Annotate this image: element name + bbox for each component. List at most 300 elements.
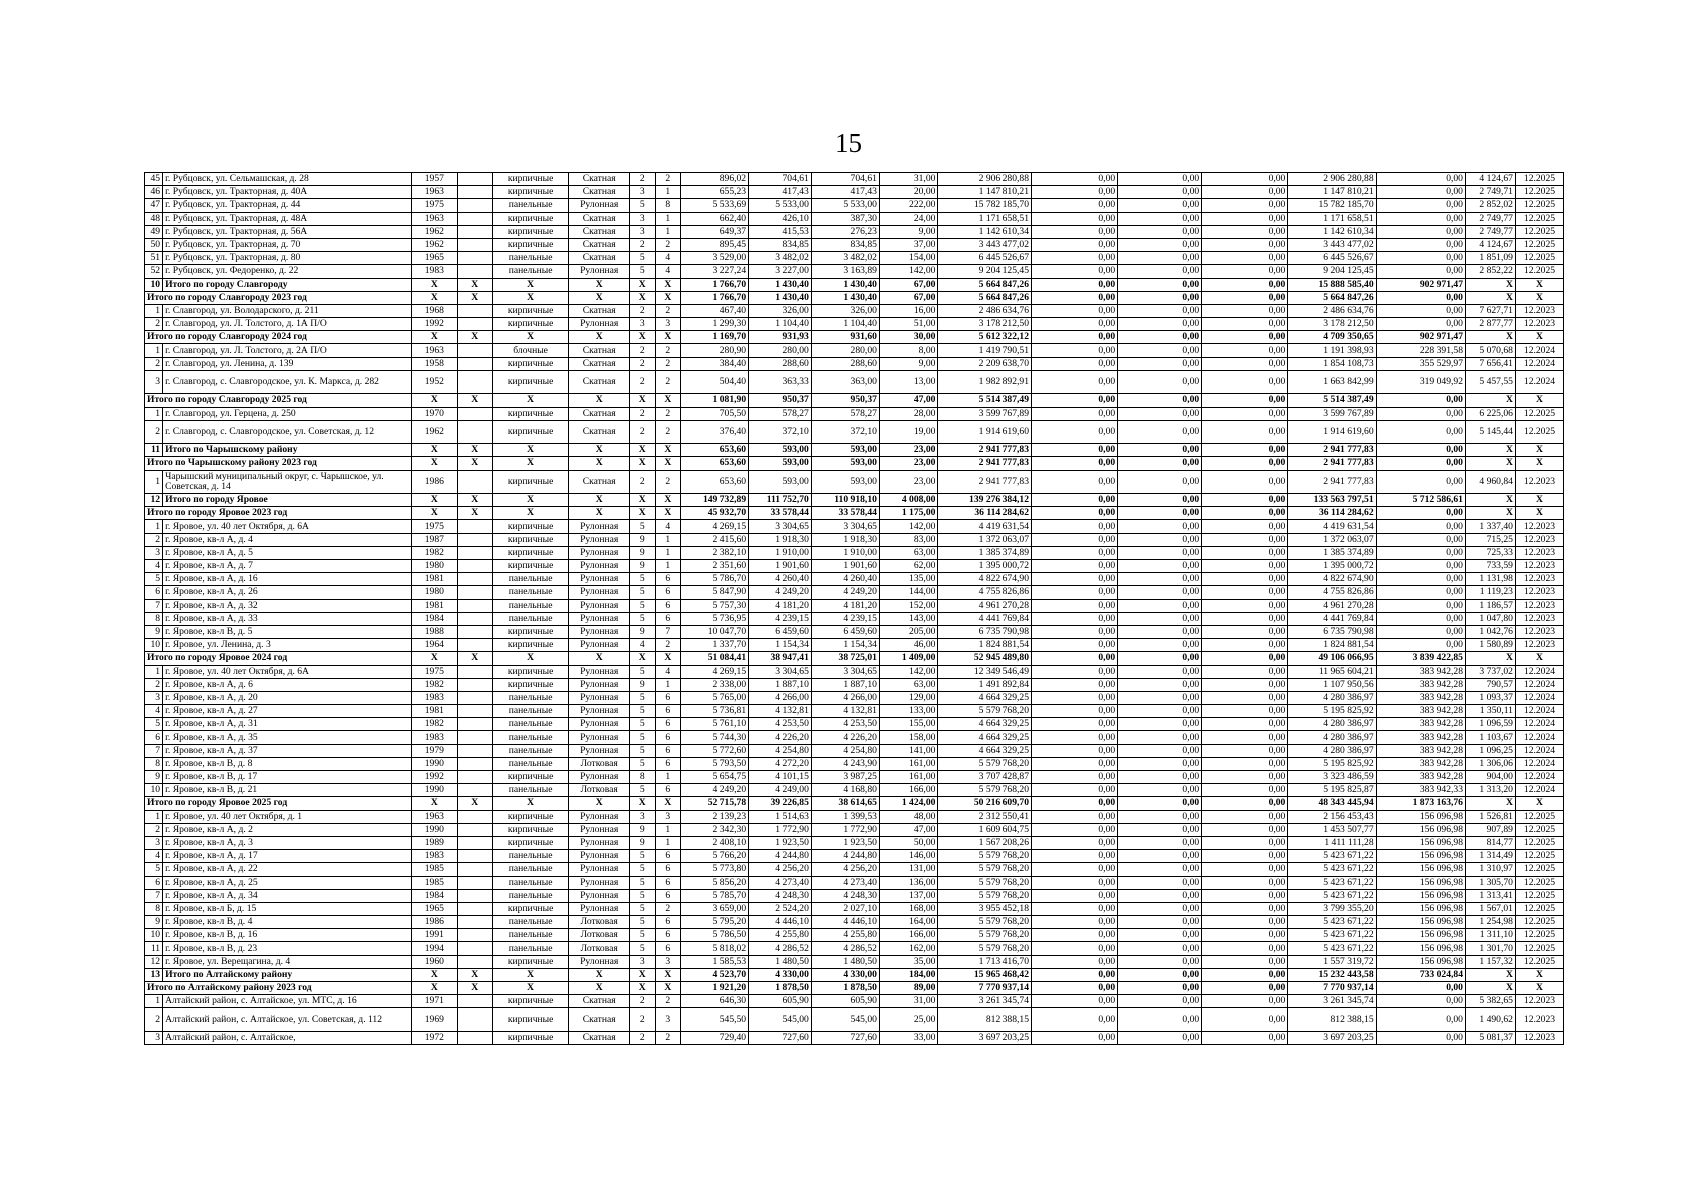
fund-funds-cell: 383 942,28 [1376,678,1465,691]
local-funds-cell: 0,00 [1202,560,1288,573]
residential-area-cell: 415,53 [749,225,812,238]
deadline-cell: 12.2025 [1515,929,1563,942]
address-cell: г. Славгород, ул. Герцена, д. 250 [163,407,412,420]
address-cell: г. Яровое, кв-л А, д. 31 [163,718,412,731]
entrances-cell: 6 [655,863,681,876]
deadline-cell: 12.2023 [1515,625,1563,638]
owned-area-cell: 1 480,50 [811,955,879,968]
residents-cell: 20,00 [879,186,938,199]
federal-funds-cell: 0,00 [1032,810,1118,823]
owner-funds-cell: 2 156 453,43 [1288,810,1376,823]
year-built-cell: 1969 [411,1008,457,1032]
local-funds-cell: 0,00 [1202,995,1288,1008]
table-row [145,902,1564,915]
residential-area-cell: 2 524,20 [749,902,812,915]
roof-type-cell: Рулонная [569,533,630,546]
residents-cell: 25,00 [879,1008,938,1032]
roof-type-cell: Рулонная [569,199,630,212]
residents-cell: 63,00 [879,546,938,559]
owned-area-cell: 4 255,80 [811,929,879,942]
floors-cell: 2 [630,238,656,251]
total-cost-cell: 1 372 063,07 [938,533,1032,546]
subtotal-label: Итого по городу Яровое 2023 год [145,507,412,520]
year-built-cell: 1972 [411,1031,457,1044]
floors-cell: 9 [630,678,656,691]
floors-cell: 2 [630,1008,656,1032]
row-number-cell: 3 [145,370,163,394]
roof-type-cell: Х [569,291,630,304]
year-renovated-cell [457,916,492,929]
row-number-cell: 13 [145,968,163,981]
regional-funds-cell: 0,00 [1118,238,1202,251]
entrances-cell: 6 [655,757,681,770]
local-funds-cell: 0,00 [1202,173,1288,186]
floors-cell: 5 [630,757,656,770]
wall-material-cell: кирпичные [492,238,569,251]
owner-funds-cell: 5 423 671,22 [1288,876,1376,889]
entrances-cell: 1 [655,225,681,238]
local-funds-cell: 0,00 [1202,586,1288,599]
regional-funds-cell: 0,00 [1118,982,1202,995]
year-renovated-cell [457,863,492,876]
deadline-cell: 12.2023 [1515,1031,1563,1044]
federal-funds-cell: 0,00 [1032,344,1118,357]
entrances-cell: 4 [655,520,681,533]
owned-area-cell: 276,23 [811,225,879,238]
regional-funds-cell: 0,00 [1118,889,1202,902]
regional-funds-cell: 0,00 [1118,507,1202,520]
local-funds-cell: 0,00 [1202,573,1288,586]
address-cell: г. Славгород, ул. Володарского, д. 211 [163,304,412,317]
local-funds-cell: 0,00 [1202,836,1288,849]
deadline-cell: 12.2023 [1515,612,1563,625]
address-cell: г. Славгород, ул. Л. Толстого, д. 2А П/О [163,344,412,357]
row-number-cell: 3 [145,836,163,849]
unit-cost-cell: 1 311,10 [1465,929,1515,942]
owner-funds-cell: 1 107 950,56 [1288,678,1376,691]
fund-funds-cell: 0,00 [1376,199,1465,212]
wall-material-cell: кирпичные [492,678,569,691]
total-cost-cell: 5 579 768,20 [938,863,1032,876]
year-renovated-cell: Х [457,291,492,304]
wall-material-cell: кирпичные [492,186,569,199]
roof-type-cell: Рулонная [569,863,630,876]
local-funds-cell: 0,00 [1202,238,1288,251]
entrances-cell: 6 [655,889,681,902]
entrances-cell: 7 [655,625,681,638]
fund-funds-cell: 5 712 586,61 [1376,494,1465,507]
year-renovated-cell [457,573,492,586]
wall-material-cell: кирпичные [492,955,569,968]
floors-cell: 9 [630,625,656,638]
local-funds-cell: 0,00 [1202,199,1288,212]
total-cost-cell: 4 664 329,25 [938,718,1032,731]
unit-cost-cell: Х [1465,291,1515,304]
residential-area-cell: 1 887,10 [749,678,812,691]
year-renovated-cell [457,560,492,573]
year-built-cell: 1975 [411,520,457,533]
regional-funds-cell: 0,00 [1118,370,1202,394]
owner-funds-cell: 1 191 398,93 [1288,344,1376,357]
address-cell: г. Яровое, кв-л А, д. 35 [163,731,412,744]
unit-cost-cell: Х [1465,444,1515,457]
wall-material-cell: блочные [492,344,569,357]
residents-cell: 50,00 [879,836,938,849]
residents-cell: 166,00 [879,929,938,942]
federal-funds-cell: 0,00 [1032,784,1118,797]
floors-cell: 5 [630,889,656,902]
local-funds-cell: 0,00 [1202,797,1288,810]
federal-funds-cell: 0,00 [1032,929,1118,942]
roof-type-cell: Скатная [569,173,630,186]
regional-funds-cell: 0,00 [1118,902,1202,915]
address-cell: г. Яровое, ул. Верещагина, д. 4 [163,955,412,968]
total-cost-cell: 3 955 452,18 [938,902,1032,915]
fund-funds-cell: 156 096,98 [1376,823,1465,836]
fund-funds-cell: 0,00 [1376,599,1465,612]
year-built-cell: Х [411,494,457,507]
regional-funds-cell: 0,00 [1118,278,1202,291]
total-area-cell: 5 786,50 [681,929,749,942]
total-area-cell: 1 299,30 [681,318,749,331]
residents-cell: 129,00 [879,691,938,704]
address-cell: г. Яровое, ул. 40 лет Октября, д. 6А [163,520,412,533]
year-built-cell: 1983 [411,850,457,863]
federal-funds-cell: 0,00 [1032,173,1118,186]
entrances-cell: Х [655,444,681,457]
local-funds-cell: 0,00 [1202,678,1288,691]
owner-funds-cell: 7 770 937,14 [1288,982,1376,995]
federal-funds-cell: 0,00 [1032,586,1118,599]
total-area-cell: 5 766,20 [681,850,749,863]
address-cell: г. Яровое, кв-л В, д. 4 [163,916,412,929]
roof-type-cell: Скатная [569,357,630,370]
deadline-cell: 12.2025 [1515,199,1563,212]
owned-area-cell: 33 578,44 [811,507,879,520]
row-number-cell: 45 [145,173,163,186]
unit-cost-cell: 1 301,70 [1465,942,1515,955]
subtotal-label: Итого по городу Славгороду 2023 год [145,291,412,304]
owned-area-cell: 1 430,40 [811,291,879,304]
row-number-cell: 46 [145,186,163,199]
row-number-cell: 47 [145,199,163,212]
year-built-cell: Х [411,444,457,457]
floors-cell: 5 [630,902,656,915]
floors-cell: Х [630,457,656,470]
owned-area-cell: 3 482,02 [811,252,879,265]
federal-funds-cell: 0,00 [1032,370,1118,394]
residential-area-cell: 4 260,40 [749,573,812,586]
year-renovated-cell [457,199,492,212]
year-renovated-cell [457,718,492,731]
residential-area-cell: 4 446,10 [749,916,812,929]
row-number-cell: 7 [145,599,163,612]
roof-type-cell: Скатная [569,212,630,225]
total-area-cell: 52 715,78 [681,797,749,810]
wall-material-cell: кирпичные [492,370,569,394]
address-cell: г. Славгород, с. Славгородское, ул. К. Маркса, д. 282 [163,370,412,394]
unit-cost-cell: 1 314,49 [1465,850,1515,863]
year-renovated-cell [457,1008,492,1032]
table-row [145,1008,1564,1032]
regional-funds-cell: 0,00 [1118,876,1202,889]
address-cell: г. Яровое, кв-л А, д. 22 [163,863,412,876]
year-renovated-cell [457,665,492,678]
total-area-cell: 4 269,15 [681,520,749,533]
federal-funds-cell: 0,00 [1032,718,1118,731]
residential-area-cell: 4 330,00 [749,968,812,981]
residential-area-cell: 727,60 [749,1031,812,1044]
total-cost-cell: 2 941 777,83 [938,457,1032,470]
regional-funds-cell: 0,00 [1118,916,1202,929]
deadline-cell: 12.2025 [1515,916,1563,929]
regional-funds-cell: 0,00 [1118,665,1202,678]
deadline-cell: 12.2025 [1515,186,1563,199]
local-funds-cell: 0,00 [1202,823,1288,836]
federal-funds-cell: 0,00 [1032,968,1118,981]
roof-type-cell: Лотковая [569,929,630,942]
row-number-cell: 1 [145,344,163,357]
roof-type-cell: Скатная [569,470,630,494]
residential-area-cell: 4 253,50 [749,718,812,731]
address-cell: г. Яровое, кв-л В, д. 8 [163,757,412,770]
entrances-cell: Х [655,968,681,981]
year-renovated-cell [457,520,492,533]
total-cost-cell: 36 114 284,62 [938,507,1032,520]
table-row [145,265,1564,278]
entrances-cell: 1 [655,771,681,784]
year-renovated-cell [457,586,492,599]
local-funds-cell: 0,00 [1202,955,1288,968]
owner-funds-cell: 5 195 825,92 [1288,757,1376,770]
regional-funds-cell: 0,00 [1118,823,1202,836]
wall-material-cell: Х [492,291,569,304]
roof-type-cell: Х [569,278,630,291]
local-funds-cell: 0,00 [1202,494,1288,507]
year-built-cell: 1962 [411,238,457,251]
residents-cell: 30,00 [879,331,938,344]
residents-cell: 142,00 [879,520,938,533]
owner-funds-cell: 1 557 319,72 [1288,955,1376,968]
owned-area-cell: 3 304,65 [811,665,879,678]
year-built-cell: 1970 [411,407,457,420]
wall-material-cell: панельные [492,850,569,863]
entrances-cell: 6 [655,612,681,625]
residential-area-cell: 3 482,02 [749,252,812,265]
federal-funds-cell: 0,00 [1032,507,1118,520]
wall-material-cell: панельные [492,199,569,212]
regional-funds-cell: 0,00 [1118,968,1202,981]
owned-area-cell: 1 154,34 [811,639,879,652]
roof-type-cell: Скатная [569,995,630,1008]
total-area-cell: 5 847,90 [681,586,749,599]
deadline-cell: 12.2024 [1515,357,1563,370]
owner-funds-cell: 15 782 185,70 [1288,199,1376,212]
roof-type-cell: Рулонная [569,560,630,573]
residential-area-cell: 426,10 [749,212,812,225]
total-area-cell: 2 351,60 [681,560,749,573]
entrances-cell: Х [655,394,681,407]
wall-material-cell: кирпичные [492,407,569,420]
fund-funds-cell: 156 096,98 [1376,916,1465,929]
fund-funds-cell: 0,00 [1376,1008,1465,1032]
residents-cell: 154,00 [879,252,938,265]
row-number-cell: 1 [145,995,163,1008]
roof-type-cell: Рулонная [569,705,630,718]
deadline-cell: 12.2025 [1515,863,1563,876]
federal-funds-cell: 0,00 [1032,494,1118,507]
unit-cost-cell: 1 047,80 [1465,612,1515,625]
wall-material-cell: панельные [492,731,569,744]
year-built-cell: 1990 [411,757,457,770]
total-area-cell: 5 757,30 [681,599,749,612]
residents-cell: 28,00 [879,407,938,420]
floors-cell: 9 [630,560,656,573]
total-area-cell: 5 744,30 [681,731,749,744]
local-funds-cell: 0,00 [1202,1008,1288,1032]
unit-cost-cell: 5 457,55 [1465,370,1515,394]
row-number-cell: 50 [145,238,163,251]
roof-type-cell: Скатная [569,1008,630,1032]
owner-funds-cell: 1 914 619,60 [1288,420,1376,444]
local-funds-cell: 0,00 [1202,370,1288,394]
owned-area-cell: 4 244,80 [811,850,879,863]
total-cost-cell: 7 770 937,14 [938,982,1032,995]
regional-funds-cell: 0,00 [1118,955,1202,968]
roof-type-cell: Рулонная [569,520,630,533]
unit-cost-cell: 790,57 [1465,678,1515,691]
table-row [145,929,1564,942]
federal-funds-cell: 0,00 [1032,850,1118,863]
residential-area-cell: 5 533,00 [749,199,812,212]
floors-cell: 9 [630,836,656,849]
year-built-cell: 1964 [411,639,457,652]
year-built-cell: 1988 [411,625,457,638]
regional-funds-cell: 0,00 [1118,744,1202,757]
year-built-cell: 1971 [411,995,457,1008]
residents-cell: 166,00 [879,784,938,797]
owned-area-cell: 4 181,20 [811,599,879,612]
roof-type-cell: Лотковая [569,757,630,770]
year-built-cell: 1985 [411,876,457,889]
floors-cell: Х [630,982,656,995]
table-row [145,810,1564,823]
owned-area-cell: 4 248,30 [811,889,879,902]
owned-area-cell: 387,30 [811,212,879,225]
table-row [145,420,1564,444]
fund-funds-cell: 156 096,98 [1376,876,1465,889]
entrances-cell: 6 [655,599,681,612]
roof-type-cell: Рулонная [569,265,630,278]
fund-funds-cell: 0,00 [1376,304,1465,317]
residential-area-cell: 4 244,80 [749,850,812,863]
fund-funds-cell: 156 096,98 [1376,863,1465,876]
residents-cell: 4 008,00 [879,494,938,507]
wall-material-cell: кирпичные [492,420,569,444]
table-row [145,942,1564,955]
local-funds-cell: 0,00 [1202,407,1288,420]
regional-funds-cell: 0,00 [1118,678,1202,691]
roof-type-cell: Рулонная [569,810,630,823]
year-renovated-cell [457,625,492,638]
residential-area-cell: 4 132,81 [749,705,812,718]
year-renovated-cell [457,731,492,744]
total-area-cell: 653,60 [681,457,749,470]
deadline-cell: 12.2025 [1515,889,1563,902]
year-renovated-cell [457,929,492,942]
residents-cell: 135,00 [879,573,938,586]
address-cell: г. Яровое, кв-л А, д. 20 [163,691,412,704]
row-number-cell: 8 [145,757,163,770]
local-funds-cell: 0,00 [1202,265,1288,278]
fund-funds-cell: 733 024,84 [1376,968,1465,981]
row-number-cell: 3 [145,691,163,704]
wall-material-cell: кирпичные [492,546,569,559]
entrances-cell: 6 [655,705,681,718]
owner-funds-cell: 2 941 777,83 [1288,444,1376,457]
federal-funds-cell: 0,00 [1032,836,1118,849]
wall-material-cell: кирпичные [492,520,569,533]
floors-cell: 5 [630,784,656,797]
fund-funds-cell: 0,00 [1376,639,1465,652]
entrances-cell: 6 [655,573,681,586]
total-area-cell: 280,90 [681,344,749,357]
regional-funds-cell: 0,00 [1118,252,1202,265]
regional-funds-cell: 0,00 [1118,625,1202,638]
unit-cost-cell: 1 096,25 [1465,744,1515,757]
local-funds-cell: 0,00 [1202,863,1288,876]
total-area-cell: 2 382,10 [681,546,749,559]
row-number-cell: 2 [145,678,163,691]
row-number-cell: 7 [145,889,163,902]
owner-funds-cell: 3 599 767,89 [1288,407,1376,420]
owner-funds-cell: 48 343 445,94 [1288,797,1376,810]
total-cost-cell: 1 395 000,72 [938,560,1032,573]
federal-funds-cell: 0,00 [1032,238,1118,251]
floors-cell: Х [630,331,656,344]
wall-material-cell: Х [492,444,569,457]
year-built-cell: 1957 [411,173,457,186]
unit-cost-cell: 1 254,98 [1465,916,1515,929]
year-renovated-cell: Х [457,457,492,470]
residents-cell: 24,00 [879,212,938,225]
floors-cell: 8 [630,771,656,784]
residential-area-cell: 4 254,80 [749,744,812,757]
residents-cell: 48,00 [879,810,938,823]
fund-funds-cell: 3 839 422,85 [1376,652,1465,665]
table-row [145,850,1564,863]
owned-area-cell: 4 239,15 [811,612,879,625]
residents-cell: 141,00 [879,744,938,757]
fund-funds-cell: 156 096,98 [1376,929,1465,942]
regional-funds-cell: 0,00 [1118,494,1202,507]
unit-cost-cell: 1 103,67 [1465,731,1515,744]
deadline-cell: 12.2024 [1515,784,1563,797]
entrances-cell: Х [655,507,681,520]
owned-area-cell: 950,37 [811,394,879,407]
owner-funds-cell: 4 280 386,97 [1288,731,1376,744]
table-row [145,876,1564,889]
total-area-cell: 2 139,23 [681,810,749,823]
owner-funds-cell: 5 423 671,22 [1288,850,1376,863]
roof-type-cell: Скатная [569,407,630,420]
total-area-cell: 729,40 [681,1031,749,1044]
address-cell: г. Яровое, кв-л В, д. 23 [163,942,412,955]
residential-area-cell: 4 249,20 [749,586,812,599]
floors-cell: 5 [630,731,656,744]
address-cell: г. Яровое, кв-л А, д. 34 [163,889,412,902]
owner-funds-cell: 4 709 350,65 [1288,331,1376,344]
